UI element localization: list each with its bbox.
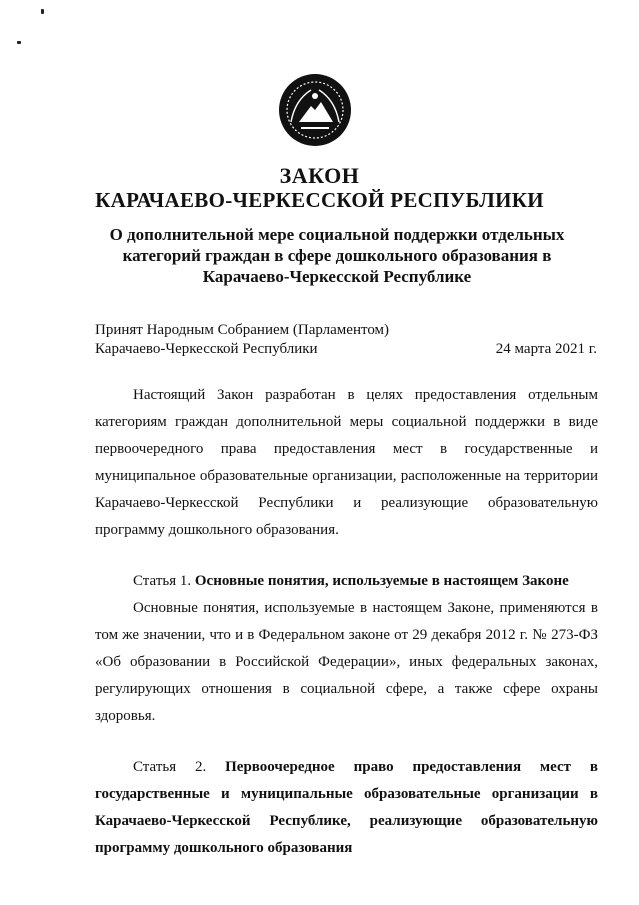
paragraph-line: Карачаево-Черкесской Республики и реализующие образовательную — [95, 495, 598, 511]
article-label: Статья 2. — [133, 759, 226, 775]
article-2-title — [95, 754, 598, 862]
subtitle-line: категорий граждан в сфере дошкольного образования в — [122, 246, 552, 265]
republic-emblem-icon — [277, 72, 353, 148]
paragraph-line: том же значении, что и в Федеральном законе от 29 декабря 2012 г. № 273-ФЗ — [95, 627, 598, 643]
article-heading-line: Карачаево-Черкесской Республике, реализующие образовательную — [95, 813, 598, 829]
paragraph-line: регулирующих отношения в социальной сфере, а также сфере охраны — [95, 681, 598, 697]
subtitle-line: О дополнительной мере социальной поддержки отдельных — [109, 225, 565, 244]
paragraph-line: первоочередного права предоставления мест в государственные и — [95, 441, 598, 457]
adoption-date: 24 марта 2021 г. — [495, 341, 597, 357]
article-1-title — [133, 572, 569, 591]
article-heading-line: государственные и муниципальные образовательные организации в — [95, 786, 598, 802]
paragraph-line: «Об образовании в Российской Федерации», иных федеральных законах, — [95, 654, 598, 670]
paragraph-line: здоровья. — [95, 708, 156, 724]
paragraph-line: категориям граждан дополнительной меры социальной поддержки в виде — [95, 414, 598, 430]
article-2-first-line — [95, 754, 598, 781]
adoption-line: Принят Народным Собранием (Парламентом) — [95, 322, 390, 338]
preamble-paragraph — [95, 382, 598, 544]
document-title: ЗАКОН — [279, 163, 360, 188]
article-heading: Основные понятия, используемые в настоящем Законе — [194, 573, 569, 589]
document-subtitle — [95, 224, 579, 287]
scan-speck — [41, 9, 44, 14]
scan-speck — [17, 41, 21, 44]
adoption-line: Карачаево-Черкесской Республики — [95, 341, 318, 357]
document-republic-name: КАРАЧАЕВО-ЧЕРКЕССКОЙ РЕСПУБЛИКИ — [95, 188, 544, 212]
article-heading-line: Первоочередное право предоставления мест в — [225, 759, 598, 775]
article-1-text — [95, 595, 598, 730]
article-label: Статья 1. — [133, 573, 195, 589]
paragraph-line: программу дошкольного образования. — [95, 522, 339, 538]
paragraph-line: Настоящий Закон разработан в целях предоставления отдельным — [133, 387, 598, 403]
paragraph-line: муниципальное образовательные организации, расположенные на территории — [95, 468, 598, 484]
article-heading-line: программу дошкольного образования — [95, 840, 353, 856]
subtitle-line: Карачаево-Черкесской Республике — [202, 267, 472, 286]
adoption-block — [95, 321, 389, 359]
paragraph-line: Основные понятия, используемые в настоящем Законе, применяются в — [133, 600, 598, 616]
